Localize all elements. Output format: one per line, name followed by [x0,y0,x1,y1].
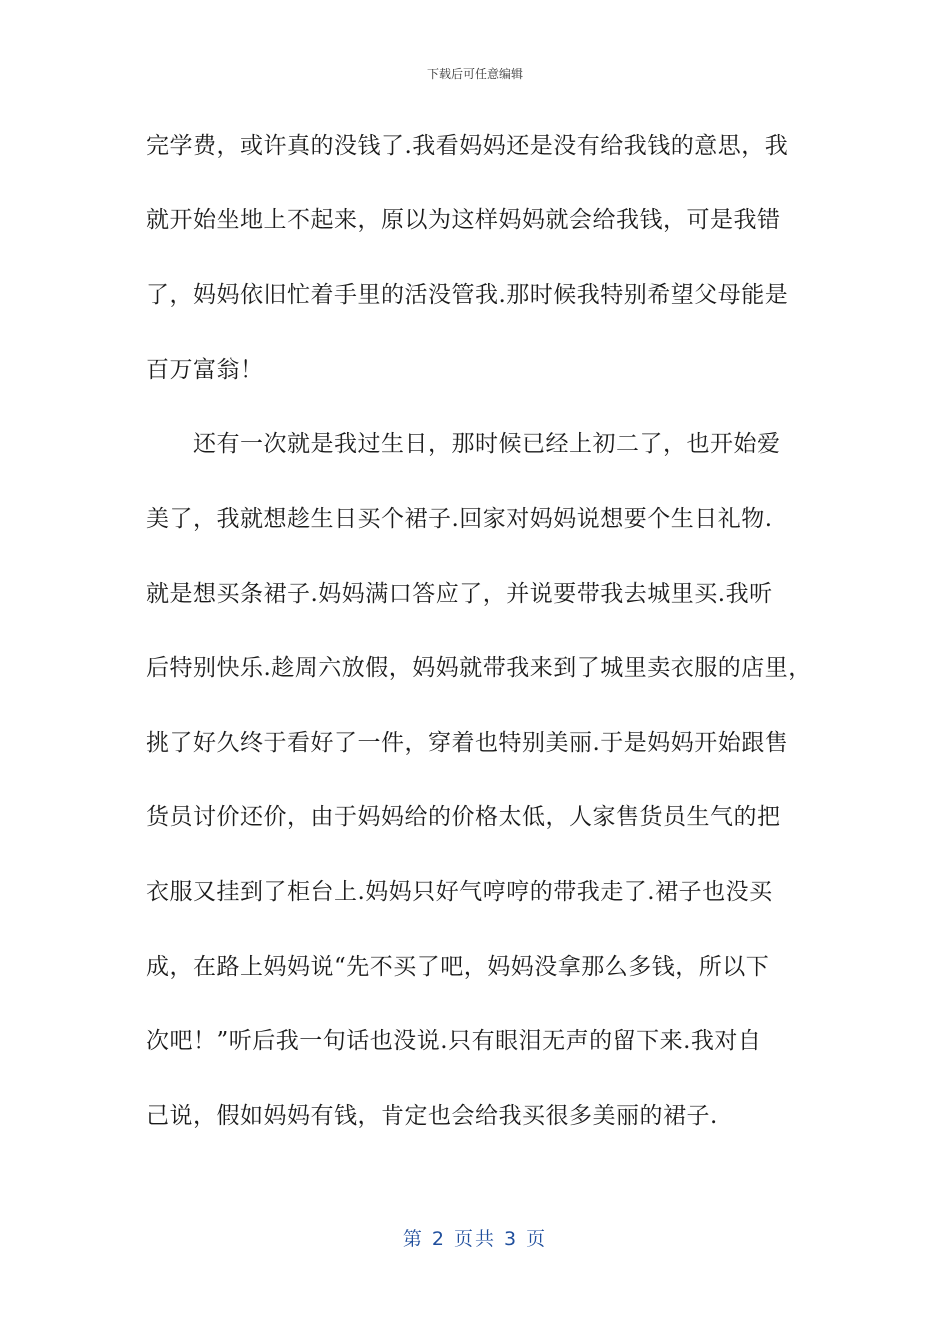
paragraph-line: 后特别快乐.趁周六放假，妈妈就带我来到了城里卖衣服的店里， [146,655,812,681]
paragraph-line: 百万富翁！ [146,357,264,383]
paragraph-line: 了，妈妈依旧忙着手里的活没管我.那时候我特别希望父母能是 [146,282,789,308]
paragraph-line: 成，在路上妈妈说“先不买了吧，妈妈没拿那么多钱，所以下 [146,954,770,980]
paragraph-line: 就是想买条裙子.妈妈满口答应了，并说要带我去城里买.我听 [146,581,773,607]
paragraph-line: 货员讨价还价，由于妈妈给的价格太低，人家售货员生气的把 [146,804,781,830]
paragraph-line: 次吧！”听后我一句话也没说.只有眼泪无声的留下来.我对自 [146,1028,762,1054]
paragraph-line: 衣服又挂到了柜台上.妈妈只好气哼哼的带我走了.裙子也没买 [146,879,773,905]
page-header: 下载后可任意编辑 [426,67,523,81]
paragraph-line: 还有一次就是我过生日，那时候已经上初二了，也开始爱 [193,431,781,457]
paragraph-line: 就开始坐地上不起来，原以为这样妈妈就会给我钱，可是我错 [146,207,781,233]
paragraph-line: 完学费，或许真的没钱了.我看妈妈还是没有给我钱的意思，我 [146,133,789,159]
page-number-footer: 第 2 页共 3 页 [402,1228,548,1250]
paragraph-line: 挑了好久终于看好了一件，穿着也特别美丽.于是妈妈开始跟售 [146,730,789,756]
paragraph-line: 己说，假如妈妈有钱，肯定也会给我买很多美丽的裙子. [146,1103,718,1129]
paragraph-line: 美了，我就想趁生日买个裙子.回家对妈妈说想要个生日礼物. [146,506,773,532]
